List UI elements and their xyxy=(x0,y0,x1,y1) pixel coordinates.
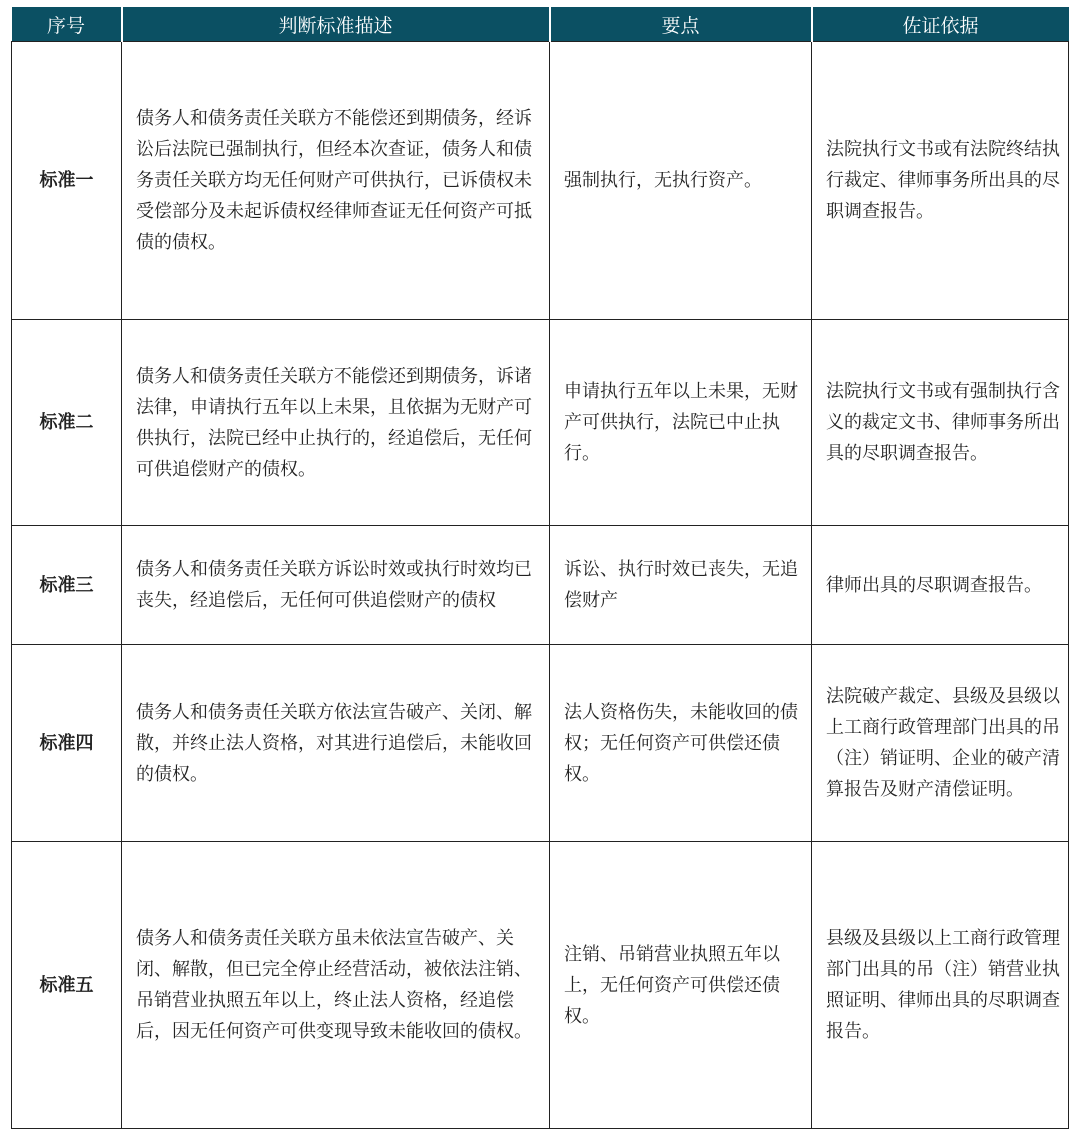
row-description: 债务人和债务责任关联方虽未依法宣告破产、关闭、解散，但已完全停止经营活动，被依法注销、吊销营业执照五年以上，终止法人资格，经追偿后，因无任何资产可供变现导致未能收回的债权。 xyxy=(122,842,550,1129)
row-key-point: 法人资格伤失，未能收回的债权；无任何资产可供偿还债权。 xyxy=(550,645,812,842)
table-row xyxy=(12,842,1069,1129)
row-index: 标准五 xyxy=(12,842,122,1129)
header-description: 判断标准描述 xyxy=(122,7,550,42)
row-index: 标准四 xyxy=(12,645,122,842)
header-index: 序号 xyxy=(12,7,122,42)
row-description: 债务人和债务责任关联方不能偿还到期债务，经诉讼后法院已强制执行，但经本次查证，债务人和债务责任关联方均无任何财产可供执行，已诉债权未受偿部分及未起诉债权经律师查证无任何资产可抵债的债权。 xyxy=(122,42,550,320)
row-description: 债务人和债务责任关联方不能偿还到期债务，诉诸法律，申请执行五年以上未果，且依据为无财产可供执行，法院已经中止执行的，经追偿后，无任何可供追偿财产的债权。 xyxy=(122,320,550,526)
row-key-point: 注销、吊销营业执照五年以上，无任何资产可供偿还债权。 xyxy=(550,842,812,1129)
row-index: 标准一 xyxy=(12,42,122,320)
row-key-point: 强制执行，无执行资产。 xyxy=(550,42,812,320)
standards-table xyxy=(11,7,1069,1129)
row-evidence: 县级及县级以上工商行政管理部门出具的吊（注）销营业执照证明、律师出具的尽职调查报告。 xyxy=(812,842,1069,1129)
row-description: 债务人和债务责任关联方诉讼时效或执行时效均已丧失，经追偿后，无任何可供追偿财产的债权 xyxy=(122,526,550,645)
row-evidence: 法院破产裁定、县级及县级以上工商行政管理部门出具的吊（注）销证明、企业的破产清算报告及财产清偿证明。 xyxy=(812,645,1069,842)
table-row xyxy=(12,320,1069,526)
row-index: 标准三 xyxy=(12,526,122,645)
header-evidence: 佐证依据 xyxy=(812,7,1069,42)
table-row xyxy=(12,42,1069,320)
row-index: 标准二 xyxy=(12,320,122,526)
table-row xyxy=(12,645,1069,842)
header-row xyxy=(12,7,1069,42)
row-evidence: 律师出具的尽职调查报告。 xyxy=(812,526,1069,645)
row-evidence: 法院执行文书或有法院终结执行裁定、律师事务所出具的尽职调查报告。 xyxy=(812,42,1069,320)
row-key-point: 诉讼、执行时效已丧失，无追偿财产 xyxy=(550,526,812,645)
row-evidence: 法院执行文书或有强制执行含义的裁定文书、律师事务所出具的尽职调查报告。 xyxy=(812,320,1069,526)
row-key-point: 申请执行五年以上未果，无财产可供执行，法院已中止执行。 xyxy=(550,320,812,526)
header-key-point: 要点 xyxy=(550,7,812,42)
table-row xyxy=(12,526,1069,645)
row-description: 债务人和债务责任关联方依法宣告破产、关闭、解散，并终止法人资格，对其进行追偿后，未能收回的债权。 xyxy=(122,645,550,842)
